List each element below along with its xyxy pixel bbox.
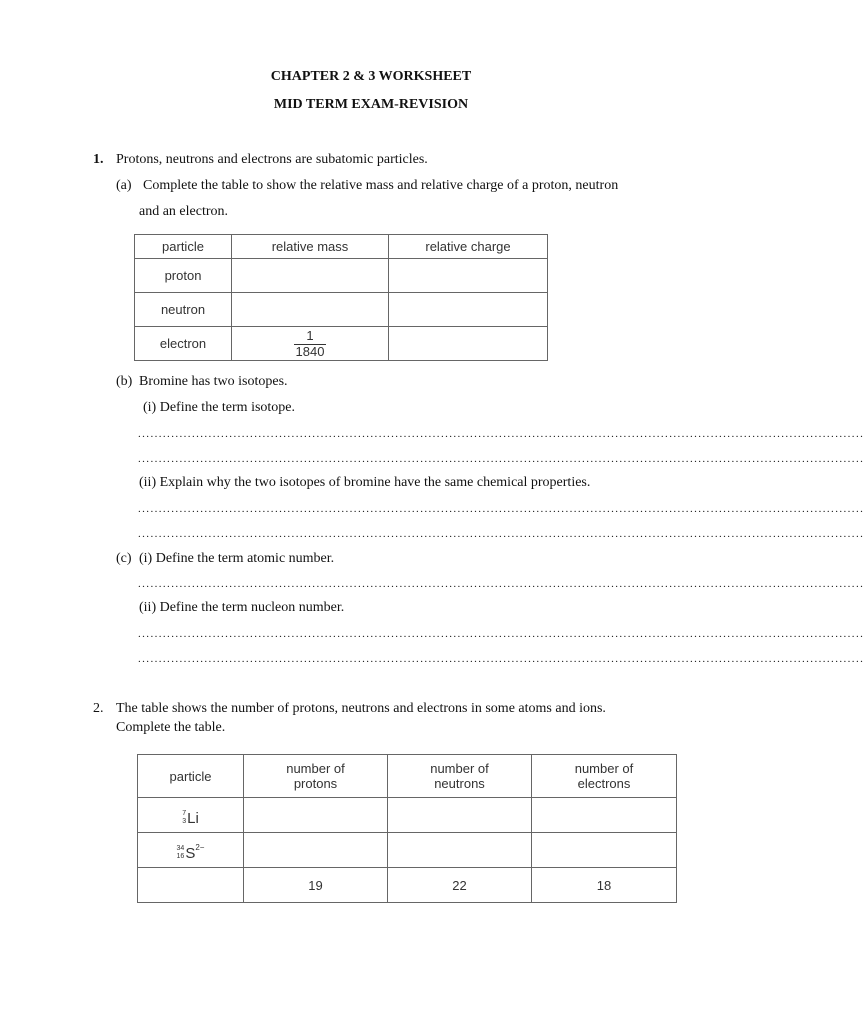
table-row — [138, 868, 677, 903]
q2-table-header-row — [138, 755, 677, 798]
header-number-of-electrons — [532, 755, 677, 798]
electrons-cell: 18 — [532, 868, 677, 903]
element-symbol: S — [185, 844, 196, 862]
q1b-text: Bromine has two isotopes. — [139, 374, 288, 389]
mass-number: 34 — [176, 845, 185, 853]
header-line: protons — [293, 776, 338, 791]
q1-number: 1. — [93, 152, 104, 167]
q1-table — [134, 234, 548, 361]
q1c-label: (c) — [116, 551, 132, 566]
particle-answer-cell[interactable] — [138, 868, 244, 903]
element-symbol: Li — [187, 809, 199, 827]
table-row — [138, 798, 677, 833]
header-particle: particle — [138, 755, 244, 798]
relative-charge-answer-cell[interactable] — [389, 327, 548, 361]
electrons-answer-cell[interactable] — [532, 798, 677, 833]
ion-charge: 2− — [195, 842, 205, 852]
nuclide-symbol — [176, 842, 205, 862]
nuclide-numbers — [182, 810, 186, 826]
header-line: neutrons — [434, 776, 485, 791]
q2-table — [137, 754, 677, 903]
neutrons-answer-cell[interactable] — [388, 833, 532, 868]
relative-mass-fraction-cell — [232, 327, 389, 361]
q1c-i-text: (i) Define the term atomic number. — [139, 551, 335, 566]
neutrons-cell: 22 — [388, 868, 532, 903]
particle-cell — [138, 798, 244, 833]
answer-line[interactable]: ............................................................................................................................................................................... — [138, 428, 864, 440]
protons-answer-cell[interactable] — [244, 833, 388, 868]
fraction-numerator: 1 — [306, 327, 314, 343]
q2-text-line1: The table shows the number of protons, neutrons and electrons in some atoms and ions. — [116, 701, 606, 716]
fraction — [294, 329, 327, 359]
electrons-answer-cell[interactable] — [532, 833, 677, 868]
atomic-number: 16 — [176, 853, 185, 861]
q1b-i-text: (i) Define the term isotope. — [143, 400, 296, 415]
q1a-text-line2: and an electron. — [139, 204, 229, 219]
relative-charge-answer-cell[interactable] — [389, 293, 548, 327]
worksheet-subtitle: MID TERM EXAM-REVISION — [273, 97, 469, 112]
q1c-ii-text: (ii) Define the term nucleon number. — [139, 600, 345, 615]
relative-mass-answer-cell[interactable] — [232, 259, 389, 293]
table-row — [135, 259, 548, 293]
protons-answer-cell[interactable] — [244, 798, 388, 833]
neutrons-answer-cell[interactable] — [388, 798, 532, 833]
particle-cell: electron — [135, 327, 232, 361]
answer-line[interactable]: ............................................................................................................................................................................... — [138, 503, 864, 515]
particle-cell: neutron — [135, 293, 232, 327]
q2-text-line2: Complete the table. — [116, 720, 226, 735]
q1b-label: (b) — [116, 374, 133, 389]
table-row — [135, 327, 548, 361]
relative-charge-answer-cell[interactable] — [389, 259, 548, 293]
nuclide-numbers — [177, 845, 185, 861]
header-line: electrons — [577, 776, 631, 791]
q1b-ii-text: (ii) Explain why the two isotopes of bromine have the same chemical properties. — [139, 475, 591, 490]
worksheet-title: CHAPTER 2 & 3 WORKSHEET — [270, 69, 472, 84]
protons-cell: 19 — [244, 868, 388, 903]
header-number-of-protons — [244, 755, 388, 798]
q1-intro: Protons, neutrons and electrons are subatomic particles. — [116, 152, 428, 167]
answer-line[interactable]: ............................................................................................................................................................................... — [138, 653, 864, 665]
q1-table-header-row — [135, 235, 548, 259]
header-line: number of — [286, 761, 345, 776]
q1a-text-line1: Complete the table to show the relative mass and relative charge of a proton, neutron — [143, 178, 619, 193]
header-line: number of — [574, 761, 634, 776]
table-row — [138, 833, 677, 868]
header-relative-mass: relative mass — [232, 235, 389, 259]
header-number-of-neutrons — [388, 755, 532, 798]
header-relative-charge: relative charge — [389, 235, 548, 259]
nuclide-symbol — [182, 810, 199, 827]
q1a-label: (a) — [116, 178, 132, 193]
answer-line[interactable]: ............................................................................................................................................................................... — [138, 628, 864, 640]
fraction-denominator: 1840 — [295, 343, 325, 359]
atomic-number: 3 — [182, 818, 187, 826]
header-particle: particle — [135, 235, 232, 259]
particle-cell: proton — [135, 259, 232, 293]
header-line: number of — [430, 761, 489, 776]
mass-number: 7 — [182, 810, 187, 818]
q2-number: 2. — [93, 701, 104, 716]
particle-cell — [138, 833, 244, 868]
table-row — [135, 293, 548, 327]
answer-line[interactable]: ............................................................................................................................................................................... — [138, 578, 864, 590]
answer-line[interactable]: ............................................................................................................................................................................... — [138, 528, 864, 540]
relative-mass-answer-cell[interactable] — [232, 293, 389, 327]
answer-line[interactable]: ............................................................................................................................................................................... — [138, 453, 864, 465]
